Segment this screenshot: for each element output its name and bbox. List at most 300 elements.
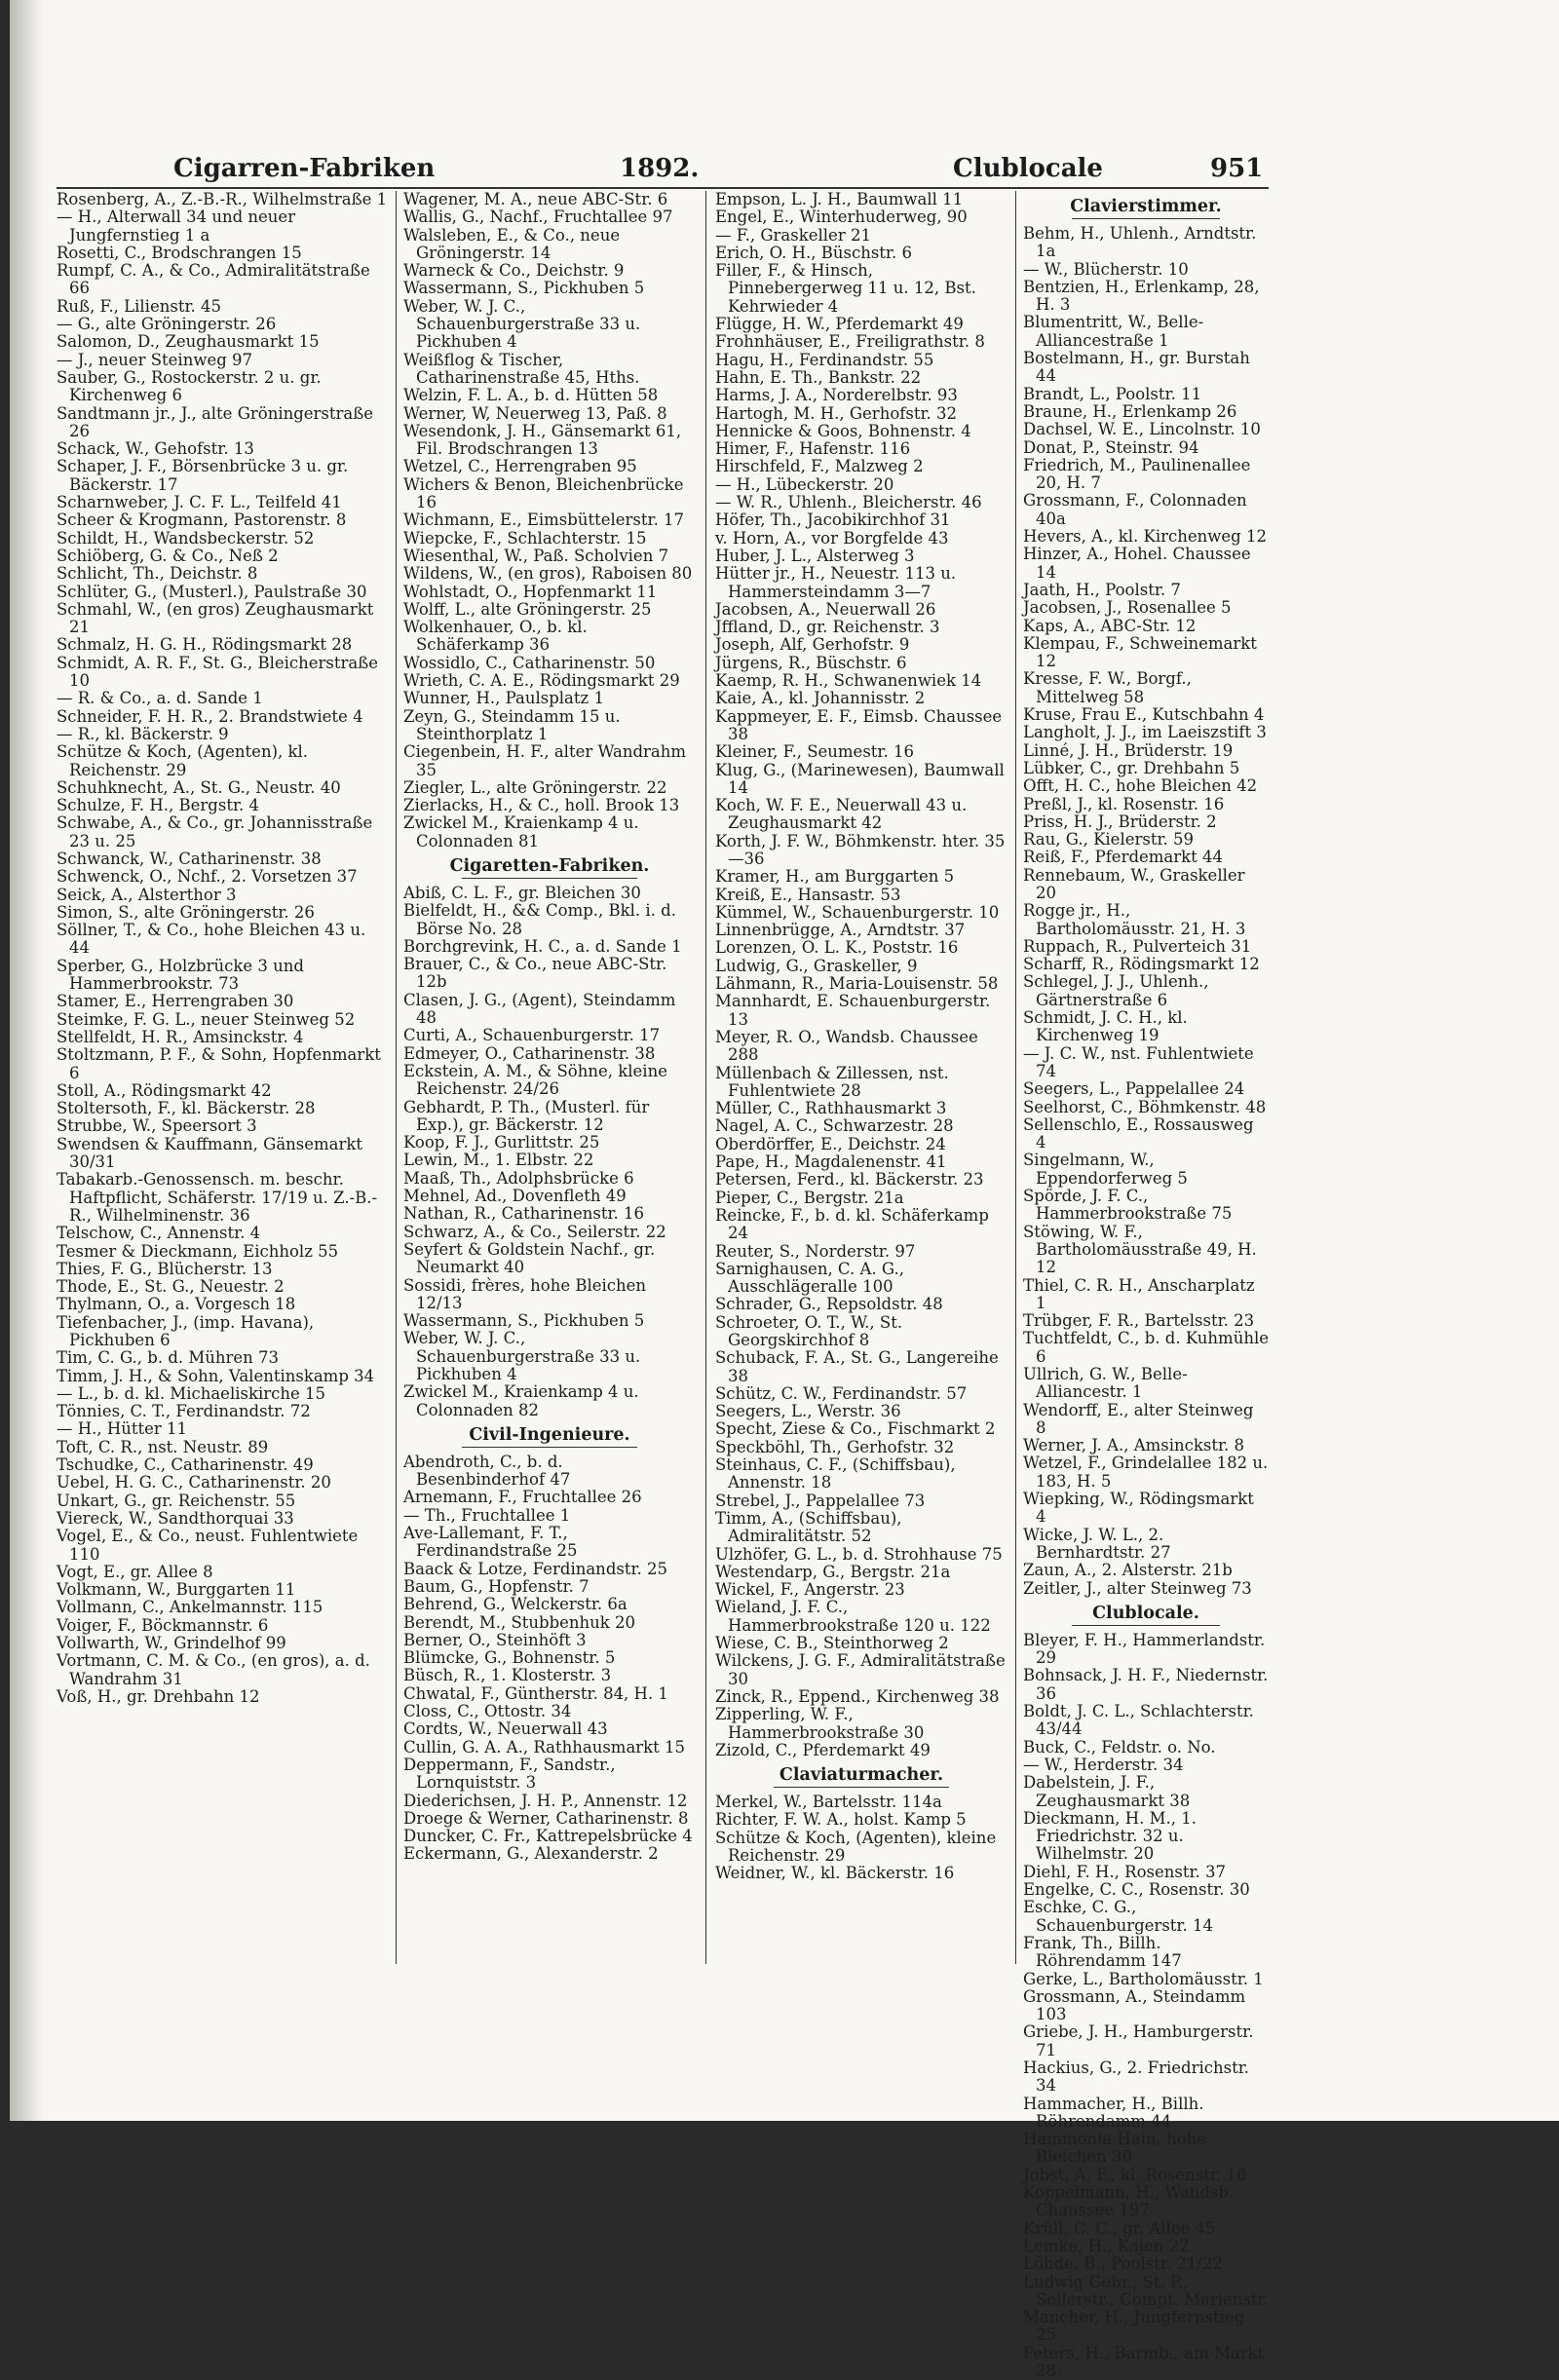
column-4 [1023,191,1269,2380]
directory-entry: Erich, O. H., Büschstr. 6 [715,243,912,262]
directory-entry: Schneider, F. H. R., 2. Brandstwiete 4 [57,706,363,726]
directory-entry: Scharnweber, J. C. F. L., Teilfeld 41 [57,493,342,512]
directory-entry: Kaps, A., ABC-Str. 12 [1023,616,1197,635]
directory-entry: Klempau, F., Schweinemarkt 12 [1023,633,1257,671]
directory-entry: Wieland, J. F. C., Hammerbrookstraße 120 u. 122 [715,1598,991,1635]
directory-entry: Offt, H. C., hohe Bleichen 42 [1023,776,1258,796]
directory-entry: Speckböhl, Th., Gerhofstr. 32 [715,1437,955,1456]
directory-entry: Löhde, B., Poolstr. 21/22 [1023,2254,1223,2274]
directory-entry: Behrend, G., Welckerstr. 6a [403,1595,627,1614]
directory-entry: Wetzel, C., Herrengraben 95 [403,457,637,476]
directory-entry: Engel, E., Winterhuderweg, 90 [715,208,968,227]
directory-entry: Stoltzmann, P. F., & Sohn, Hopfenmarkt 6 [57,1045,381,1082]
directory-entry: Ludwig Gebr., St. P., Seilerstr., Compt. Marienstr. [1023,2272,1269,2309]
column-2 [403,191,696,1983]
directory-entry: Huber, J. L., Alsterweg 3 [715,546,915,565]
directory-entry: Schmidt, A. R. F., St. G., Bleicherstraße 10 [57,653,379,691]
directory-entry: Wassermann, S., Pickhuben 5 [403,279,645,298]
directory-entry: Kramer, H., am Burggarten 5 [715,867,955,887]
directory-entry: Pieper, C., Bergstr. 21a [715,1188,904,1207]
directory-entry: Linné, J. H., Brüderstr. 19 [1023,740,1234,760]
directory-entry: Weidner, W., kl. Bäckerstr. 16 [715,1864,955,1883]
directory-entry: Abiß, C. L. F., gr. Bleichen 30 [403,883,641,902]
page-number: 951 [1210,154,1264,183]
directory-entry: Weber, W. J. C., Schauenburgerstraße 33 u. Pickhuben 4 [403,296,641,352]
directory-entry: Grossmann, F., Colonnaden 40a [1023,491,1247,528]
directory-entry: Rumpf, C. A., & Co., Admiralitätstraße 66 [57,261,370,298]
directory-entry: Büsch, R., 1. Klosterstr. 3 [403,1666,612,1685]
directory-entry: Priss, H. J., Brüderstr. 2 [1023,812,1217,831]
directory-entry: Seegers, L., Werstr. 36 [715,1402,901,1421]
directory-entry: Hartogh, M. H., Gerhofstr. 32 [715,403,958,423]
header-rule [57,187,1269,189]
directory-entry: Müller, C., Rathhausmarkt 3 [715,1099,947,1118]
directory-entry: Schrader, G., Repsoldstr. 48 [715,1295,943,1314]
directory-entry: Diehl, F. H., Rosenstr. 37 [1023,1862,1227,1881]
directory-entry: Griebe, J. H., Hamburgerstr. 71 [1023,2022,1254,2059]
directory-entry: Ave-Lallemant, F. T., Ferdinandstraße 25 [403,1524,578,1561]
directory-entry: Hammonia Hain, hohe Bleichen 30 [1023,2130,1207,2167]
directory-entry: Jobst, A. F., kl. Rosenstr. 16 [1023,2165,1247,2184]
directory-entry: — W., Herderstr. 34 [1023,1755,1184,1774]
directory-entry: Brandt, L., Poolstr. 11 [1023,384,1202,403]
directory-entry: Vogt, E., gr. Allee 8 [57,1562,213,1581]
directory-entry: Eckstein, A. M., & Söhne, kleine Reichenstr. 24/26 [403,1061,667,1099]
directory-entry: Spörde, J. F. C., Hammerbrookstraße 75 [1023,1187,1233,1224]
directory-entry: Dabelstein, J. F., Zeughausmarkt 38 [1023,1773,1191,1810]
directory-entry: Wrieth, C. A. E., Rödingsmarkt 29 [403,671,680,691]
directory-entry: Müllenbach & Zillessen, nst. Fuhlentwiete 28 [715,1063,949,1100]
directory-entry: Krüll, C. C., gr. Allee 45 [1023,2218,1216,2238]
directory-entry: Wichers & Benon, Bleichenbrücke 16 [403,474,684,512]
directory-entry: Ulzhöfer, G. L., b. d. Strohhause 75 [715,1544,1003,1564]
directory-entry: Ullrich, G. W., Belle-Alliancestr. 1 [1023,1365,1188,1402]
section-heading: Clavierstimmer. [1070,197,1222,216]
directory-entry: Bohnsack, J. H. F., Niedernstr. 36 [1023,1666,1269,1703]
directory-entry: Wolff, L., alte Gröningerstr. 25 [403,599,652,619]
directory-entry: Thiel, C. R. H., Anscharplatz 1 [1023,1275,1255,1312]
directory-entry: Braune, H., Erlenkamp 26 [1023,401,1237,421]
directory-entry: Kleiner, F., Seumestr. 16 [715,742,914,762]
directory-entry: Friedrich, M., Paulinenallee 20, H. 7 [1023,455,1251,493]
directory-entry: Linnenbrügge, A., Arndtstr. 37 [715,921,966,940]
directory-entry: Hagu, H., Ferdinandstr. 55 [715,350,934,369]
directory-entry: Rosenberg, A., Z.-B.-R., Wilhelmstraße 1 [57,190,388,208]
directory-entry: Scheer & Krogmann, Pastorenstr. 8 [57,510,347,530]
directory-entry: Schiöberg, G. & Co., Neß 2 [57,546,279,565]
directory-entry: Wunner, H., Paulsplatz 1 [403,689,604,708]
directory-entry: — H., Lübeckerstr. 20 [715,474,894,494]
directory-entry: Zwickel M., Kraienkamp 4 u. Colonnaden 82 [403,1382,639,1419]
directory-entry: Sauber, G., Rostockerstr. 2 u. gr. Kirchenweg 6 [57,367,322,405]
directory-entry: Wossidlo, C., Catharinenstr. 50 [403,653,656,672]
directory-entry: Preßl, J., kl. Rosenstr. 16 [1023,794,1225,813]
directory-entry: Harms, J. A., Norderelbstr. 93 [715,386,958,405]
directory-entry: Wildens, W., (en gros), Raboisen 80 [403,564,693,584]
directory-entry: Lübker, C., gr. Drehbahn 5 [1023,758,1240,777]
directory-entry: Ziegler, L., alte Gröningerstr. 22 [403,777,667,797]
directory-entry: Thode, E., St. G., Neuestr. 2 [57,1277,285,1297]
directory-entry: Eschke, C. G., Schauenburgerstr. 14 [1023,1898,1213,1935]
directory-entry: Zwickel M., Kraienkamp 4 u. Colonnaden 81 [403,813,639,850]
directory-entry: Wiesenthal, W., Paß. Scholvien 7 [403,546,669,565]
directory-entry: Berendt, M., Stubbenhuk 20 [403,1612,636,1632]
directory-entry: Seick, A., Alsterthor 3 [57,885,237,904]
directory-entry: Tim, C. G., b. d. Mühren 73 [57,1348,280,1368]
directory-entry: Baum, G., Hopfenstr. 7 [403,1576,589,1596]
directory-entry: Schlicht, Th., Deichstr. 8 [57,564,258,584]
directory-entry: Joseph, Alf, Gerhofstr. 9 [715,635,910,655]
directory-entry: Zaun, A., 2. Alsterstr. 21b [1023,1561,1233,1580]
directory-entry: Welzin, F. L. A., b. d. Hütten 58 [403,386,659,405]
directory-entry: — H., Alterwall 34 und neuer Jungfernstieg 1 a [57,208,296,245]
directory-entry: Koch, W. F. E., Neuerwall 43 u. Zeughausmarkt 42 [715,796,968,833]
directory-entry: Diederichsen, J. H. P., Annenstr. 12 [403,1791,688,1810]
directory-entry: Schlüter, G., (Musterl.), Paulstraße 30 [57,582,367,601]
column-3 [715,191,1008,1983]
directory-entry: Wendorff, E., alter Steinweg 8 [1023,1400,1254,1437]
directory-entry: — J., neuer Steinweg 97 [57,350,253,369]
directory-entry: v. Horn, A., vor Borgfelde 43 [715,528,949,548]
directory-entry: Vollmann, C., Ankelmannstr. 115 [57,1598,323,1617]
directory-entry: Zizold, C., Pferdemarkt 49 [715,1740,931,1759]
directory-entry: Tabakarb.-Genossensch. m. beschr. Haftpflicht, Schäferstr. 17/19 u. Z.-B.-R., Wilhelminenstr. 36 [57,1170,378,1225]
directory-entry: Jacobsen, J., Rosenallee 5 [1023,598,1232,618]
directory-entry: Mancher, H., Jungfernstieg 25 [1023,2308,1245,2345]
directory-entry: Nathan, R., Catharinenstr. 16 [403,1204,645,1224]
directory-entry: Stellfeldt, H. R., Amsinckstr. 4 [57,1027,304,1046]
directory-entry: Bostelmann, H., gr. Burstah 44 [1023,349,1250,386]
section-heading: Claviaturmacher. [779,1765,944,1786]
directory-entry: Petersen, Ferd., kl. Bäckerstr. 23 [715,1170,984,1190]
directory-entry: Jffland, D., gr. Reichenstr. 3 [715,618,940,637]
directory-entry: Grossmann, A., Steindamm 103 [1023,1986,1246,2024]
directory-entry: Rennebaum, W., Graskeller 20 [1023,865,1245,902]
directory-entry: Borchgrevink, H. C., a. d. Sande 1 [403,936,682,956]
directory-entry: Wiese, C. B., Steinthorweg 2 [715,1634,949,1653]
directory-entry: Seegers, L., Pappelallee 24 [1023,1079,1245,1099]
directory-entry: Blumentritt, W., Belle-Alliancestraße 1 [1023,313,1204,350]
directory-page [10,0,1559,2380]
directory-entry: Sossidi, frères, hohe Bleichen 12/13 [403,1275,647,1312]
directory-entry: Peters, H., Barmb., am Markt 28 [1023,2343,1265,2380]
directory-entry: — F., Graskeller 21 [715,225,871,245]
directory-entry: Rogge jr., H., Bartholomäusstr. 21, H. 3 [1023,901,1246,938]
directory-entry: Vortmann, C. M. & Co., (en gros), a. d. Wandrahm 31 [57,1651,370,1688]
directory-entry: Vollwarth, W., Grindelhof 99 [57,1634,286,1653]
directory-entry: Lewin, M., 1. Elbstr. 22 [403,1151,594,1170]
directory-entry: Thylmann, O., a. Vorgesch 18 [57,1295,296,1314]
directory-entry: Werner, J. A., Amsinckstr. 8 [1023,1436,1245,1455]
directory-entry: Westendarp, G., Bergstr. 21a [715,1562,951,1581]
directory-entry: Swendsen & Kauffmann, Gänsemarkt 30/31 [57,1134,363,1172]
directory-entry: Schaper, J. F., Börsenbrücke 3 u. gr. Bäckerstr. 17 [57,457,349,494]
directory-entry: Boldt, J. C. L., Schlachterstr. 43/44 [1023,1702,1254,1739]
directory-entry: Höfer, Th., Jacobikirchhof 31 [715,510,951,530]
directory-entry: Volkmann, W., Burggarten 11 [57,1580,296,1600]
directory-entry: Sellenschlo, E., Rossausweg 4 [1023,1114,1254,1152]
column-divider [1015,191,1016,1964]
section-rule [1072,218,1219,219]
directory-entry: Dachsel, W. E., Lincolnstr. 10 [1023,420,1261,439]
directory-entry: Tönnies, C. T., Ferdinandstr. 72 [57,1402,311,1421]
directory-entry: Rau, G., Kielerstr. 59 [1023,830,1195,850]
directory-entry: Kreiß, E., Hansastr. 53 [715,885,901,904]
directory-entry: Korth, J. F. W., Böhmkenstr. hter. 35—36 [715,831,1006,868]
directory-entry: Schmahl, W., (en gros) Zeughausmarkt 21 [57,599,374,637]
directory-entry: Ruppach, R., Pulverteich 31 [1023,936,1252,956]
column-divider [396,191,397,1964]
directory-entry: Simon, S., alte Gröningerstr. 26 [57,902,315,922]
directory-entry: Bielfeldt, H., && Comp., Bkl. i. d. Börse No. 28 [403,901,676,938]
directory-entry: Wilckens, J. G. F., Admiralitätstraße 30 [715,1651,1006,1688]
directory-entry: Schütz, C. W., Ferdinandstr. 57 [715,1383,968,1403]
directory-entry: Viereck, W., Sandthorquai 33 [57,1508,294,1528]
directory-entry: Uebel, H. G. C., Catharinenstr. 20 [57,1473,331,1492]
directory-entry: Zeitler, J., alter Steinweg 73 [1023,1578,1252,1598]
directory-entry: Lähmann, R., Maria-Louisenstr. 58 [715,974,999,994]
directory-entry: Hirschfeld, F., Malzweg 2 [715,457,924,476]
directory-entry: Reuter, S., Norderstr. 97 [715,1241,916,1261]
directory-entry: Tesmer & Dieckmann, Eichholz 55 [57,1241,339,1261]
directory-entry: Schuhknecht, A., St. G., Neustr. 40 [57,777,341,797]
directory-entry: Baack & Lotze, Ferdinandstr. 25 [403,1559,668,1578]
directory-entry: Specht, Ziese & Co., Fischmarkt 2 [715,1419,996,1439]
directory-entry: Thies, F. G., Blücherstr. 13 [57,1259,273,1278]
directory-entry: Jaath, H., Poolstr. 7 [1023,580,1181,599]
directory-entry: Wolkenhauer, O., b. kl. Schäferkamp 36 [403,618,588,655]
directory-entry: Gebhardt, P. Th., (Musterl. für Exp.), gr. Bäckerstr. 12 [403,1097,650,1134]
directory-entry: Buck, C., Feldstr. o. No. [1023,1737,1216,1757]
directory-entry: Eckermann, G., Alexanderstr. 2 [403,1844,659,1864]
directory-entry: Lorenzen, O. L. K., Poststr. 16 [715,938,959,958]
directory-entry: Rosetti, C., Brodschrangen 15 [57,243,302,262]
directory-entry: Tuchtfeldt, C., b. d. Kuhmühle 6 [1023,1329,1269,1366]
directory-entry: Wiepcke, F., Schlachterstr. 15 [403,528,647,548]
directory-entry: Steimke, F. G. L., neuer Steinweg 52 [57,1009,356,1029]
directory-entry: Reincke, F., b. d. kl. Schäferkamp 24 [715,1205,989,1243]
directory-entry: Schütze & Koch, (Agenten), kleine Reichenstr. 29 [715,1828,997,1866]
directory-entry: Singelmann, W., Eppendorferweg 5 [1023,1151,1188,1188]
directory-entry: Hevers, A., kl. Kirchenweg 12 [1023,527,1267,547]
directory-entry: Wiepking, W., Rödingsmarkt 4 [1023,1490,1254,1527]
directory-entry: Hennicke & Goos, Bohnenstr. 4 [715,421,971,440]
directory-entry: — H., Hütter 11 [57,1419,188,1439]
directory-entry: Maaß, Th., Adolphsbrücke 6 [403,1168,634,1188]
directory-entry: Meyer, R. O., Wandsb. Chaussee 288 [715,1027,978,1065]
directory-entry: Stöwing, W. F., Bartholomäusstraße 49, H. 12 [1023,1222,1257,1277]
directory-entry: Tiefenbacher, J., (imp. Havana), Pickhuben 6 [57,1312,315,1349]
directory-entry: Blümcke, G., Bohnenstr. 5 [403,1648,616,1668]
directory-entry: Flügge, H. W., Pferdemarkt 49 [715,315,964,334]
directory-entry: Ludwig, G., Graskeller, 9 [715,956,918,975]
directory-entry: Frohnhäuser, E., Freiligrathstr. 8 [715,332,985,352]
section-heading: Clublocale. [1092,1603,1199,1623]
directory-entry: Closs, C., Ottostr. 34 [403,1702,572,1721]
directory-entry: Kappmeyer, E. F., Eimsb. Chaussee 38 [715,706,1003,743]
directory-entry: Trübger, F. R., Bartelsstr. 23 [1023,1311,1255,1331]
directory-entry: Söllner, T., & Co., hohe Bleichen 43 u. 44 [57,921,366,958]
directory-entry: Jürgens, R., Büschstr. 6 [715,653,907,672]
directory-entry: Brauer, C., & Co., neue ABC-Str. 12b [403,955,667,992]
directory-entry: Behm, H., Uhlenh., Arndtstr. 1a [1023,224,1257,261]
directory-entry: Zinck, R., Eppend., Kirchenweg 38 [715,1686,1000,1706]
directory-entry: Wickel, F., Angerstr. 23 [715,1580,905,1600]
directory-entry: Wallis, G., Nachf., Fruchtallee 97 [403,208,673,227]
directory-entry: Curti, A., Schauenburgerstr. 17 [403,1026,661,1045]
directory-entry: Berner, O., Steinhöft 3 [403,1630,587,1649]
directory-entry: Wetzel, F., Grindelallee 182 u. 183, H. 5 [1023,1454,1269,1491]
directory-entry: Seyfert & Goldstein Nachf., gr. Neumarkt 40 [403,1239,656,1277]
directory-entry: Clasen, J. G., (Agent), Steindamm 48 [403,990,676,1028]
directory-entry: Kaemp, R. H., Schwanenwiek 14 [715,671,982,691]
directory-entry: Schwanck, W., Catharinenstr. 38 [57,849,322,868]
directory-entry: — W. R., Uhlenh., Bleicherstr. 46 [715,493,982,512]
directory-entry: Salomon, D., Zeughausmarkt 15 [57,332,320,352]
directory-entry: Deppermann, F., Sandstr., Lornquiststr. 3 [403,1755,616,1793]
directory-entry: Strubbe, W., Speersort 3 [57,1116,257,1136]
directory-entry: Hackius, G., 2. Friedrichstr. 34 [1023,2058,1250,2096]
directory-entry: Hahn, E. Th., Bankstr. 22 [715,367,922,387]
directory-entry: Schwabe, A., & Co., gr. Johannisstraße 23 u. 25 [57,813,373,850]
directory-entry: Sandtmann jr., J., alte Gröningerstraße 26 [57,403,374,440]
directory-entry: Toft, C. R., nst. Neustr. 89 [57,1437,269,1456]
directory-entry: Sarnighausen, C. A. G., Ausschlägeralle 100 [715,1259,904,1297]
directory-entry: Koop, F. J., Gurlittstr. 25 [403,1133,600,1152]
directory-entry: Cordts, W., Neuerwall 43 [403,1719,608,1739]
directory-entry: Schlegel, J. J., Uhlenh., Gärtnerstraße 6 [1023,972,1209,1009]
directory-entry: Schulze, F. H., Bergstr. 4 [57,796,260,815]
directory-entry: — R. & Co., a. d. Sande 1 [57,689,263,708]
directory-entry: Merkel, W., Bartelsstr. 114a [715,1793,942,1812]
directory-entry: Kaie, A., kl. Johannisstr. 2 [715,689,926,708]
directory-entry: Richter, F. W. A., holst. Kamp 5 [715,1810,967,1830]
directory-entry: Donat, P., Steinstr. 94 [1023,437,1199,457]
directory-entry: Hütter jr., H., Neuestr. 113 u. Hammersteindamm 3—7 [715,564,957,601]
directory-entry: Klug, G., (Marinewesen), Baumwall 14 [715,760,1005,797]
directory-entry: — W., Blücherstr. 10 [1023,259,1189,279]
directory-entry: Zierlacks, H., & C., holl. Brook 13 [403,796,680,815]
directory-entry: Kresse, F. W., Borgf., Mittelweg 58 [1023,669,1192,706]
directory-entry: Weber, W. J. C., Schauenburgerstraße 33 u. Pickhuben 4 [403,1329,641,1383]
directory-entry: Hinzer, A., Hohel. Chaussee 14 [1023,545,1251,582]
header-left-title: Cigarren-Fabriken [173,154,436,183]
directory-entry: Mehnel, Ad., Dovenfleth 49 [403,1187,627,1206]
directory-entry: — Th., Fruchtallee 1 [403,1505,571,1525]
directory-entry: Arnemann, F., Fruchtallee 26 [403,1488,642,1507]
directory-entry: — J. C. W., nst. Fuhlentwiete 74 [1023,1043,1254,1080]
directory-entry: Bentzien, H., Erlenkamp, 28, H. 3 [1023,277,1260,315]
directory-entry: Nagel, A. C., Schwarzestr. 28 [715,1116,954,1136]
directory-entry: Engelke, C. C., Rosenstr. 30 [1023,1880,1250,1900]
directory-entry: Wichmann, E., Eimsbüttelerstr. 17 [403,510,685,530]
directory-entry: Wassermann, S., Pickhuben 5 [403,1311,645,1331]
section-rule [774,1787,949,1788]
directory-entry: Filler, F., & Hinsch, Pinnebergerweg 11 u. 12, Bst. Kehrwieder 4 [715,261,976,316]
directory-entry: Wesendonk, J. H., Gänsemarkt 61, Fil. Brodschrangen 13 [403,421,682,459]
directory-entry: Schildt, H., Wandsbeckerstr. 52 [57,528,315,548]
directory-entry: Kruse, Frau E., Kutschbahn 4 [1023,705,1265,725]
directory-entry: Schuback, F. A., St. G., Langereihe 38 [715,1348,999,1385]
directory-entry: Zipperling, W. F., Hammerbrookstraße 30 [715,1705,925,1742]
directory-entry: Gerke, L., Bartholomäusstr. 1 [1023,1969,1264,1988]
directory-entry: Stoll, A., Rödingsmarkt 42 [57,1080,272,1100]
directory-entry: Scharff, R., Rödingsmarkt 12 [1023,955,1260,974]
directory-entry: Reiß, F., Pferdemarkt 44 [1023,848,1224,867]
directory-entry: Pape, H., Magdalenenstr. 41 [715,1152,947,1172]
directory-entry: Werner, W, Neuerweg 13, Paß. 8 [403,403,667,423]
book-gutter-shadow [10,0,45,2121]
directory-entry: Oberdörffer, E., Deichstr. 24 [715,1134,946,1153]
directory-entry: Voiger, F., Böckmannstr. 6 [57,1615,269,1635]
directory-entry: Duncker, C. Fr., Kattrepelsbrücke 4 [403,1827,693,1846]
directory-entry: Schwenck, O., Nchf., 2. Vorsetzen 37 [57,867,358,887]
directory-entry: Koppelmann, H., Wandsb. Chaussee 197 [1023,2183,1235,2220]
directory-entry: Schmalz, H. G. H., Rödingsmarkt 28 [57,635,353,655]
directory-entry: Abendroth, C., b. d. Besenbinderhof 47 [403,1452,571,1490]
section-heading: Cigaretten-Fabriken. [449,855,650,876]
directory-entry: Empson, L. J. H., Baumwall 11 [715,190,964,208]
directory-entry: Droege & Werner, Catharinenstr. 8 [403,1808,689,1828]
directory-entry: Zeyn, G., Steindamm 15 u. Steinthorplatz 1 [403,706,621,743]
directory-entry: Vogel, E., & Co., neust. Fuhlentwiete 110 [57,1527,359,1564]
directory-entry: Langholt, J. J., im Laeiszstift 3 [1023,723,1267,742]
directory-entry: Voß, H., gr. Drehbahn 12 [57,1686,260,1706]
directory-entry: Schmidt, J. C. H., kl. Kirchenweg 19 [1023,1008,1188,1045]
directory-entry: Ciegenbein, H. F., alter Wandrahm 35 [403,742,687,779]
directory-entry: Timm, A., (Schiffsbau), Admiralitätstr. 52 [715,1508,902,1546]
directory-entry: Schwarz, A., & Co., Seilerstr. 22 [403,1222,666,1241]
directory-entry: — R., kl. Bäckerstr. 9 [57,724,229,743]
directory-entry: Bleyer, F. H., Hammerlandstr. 29 [1023,1630,1266,1668]
column-1 [57,191,388,1983]
directory-entry: Seelhorst, C., Böhmkenstr. 48 [1023,1097,1267,1116]
directory-entry: Wohlstadt, O., Hopfenmarkt 11 [403,582,658,601]
directory-entry: Stoltersoth, F., kl. Bäckerstr. 28 [57,1099,316,1118]
directory-entry: Frank, Th., Billh. Röhrendamm 147 [1023,1933,1182,1971]
directory-entry: Steinhaus, C. F., (Schiffsbau), Annenstr. 18 [715,1455,956,1492]
directory-entry: — G., alte Gröningerstr. 26 [57,315,277,334]
directory-entry: Hammacher, H., Billh. Röhrendamm 44 [1023,2094,1204,2131]
directory-entry: Walsleben, E., & Co., neue Gröningerstr. 14 [403,225,621,262]
directory-entry: Telschow, C., Annenstr. 4 [57,1224,261,1243]
directory-entry: Timm, J. H., & Sohn, Valentinskamp 34 [57,1366,375,1385]
directory-entry: Jacobsen, A., Neuerwall 26 [715,599,936,619]
directory-entry: Warneck & Co., Deichstr. 9 [403,261,625,281]
section-rule [1072,1625,1219,1626]
directory-entry: Cullin, G. A. A., Rathhausmarkt 15 [403,1737,686,1757]
directory-entry: Dieckmann, H. M., 1. Friedrichstr. 32 u. Wilhelmstr. 20 [1023,1808,1197,1864]
directory-entry: Schroeter, O. T., W., St. Georgskirchhof 8 [715,1312,903,1349]
section-rule [462,1447,637,1448]
section-rule [462,878,637,879]
directory-entry: Weißflog & Tischer, Catharinenstraße 45, Hths. [403,350,640,387]
directory-entry: Mannhardt, E. Schauenburgerstr. 13 [715,992,991,1029]
directory-entry: Lemke, H., Kajen 22 [1023,2236,1190,2255]
directory-entry: Wicke, J. W. L., 2. Bernhardtstr. 27 [1023,1525,1171,1562]
directory-entry: Chwatal, F., Güntherstr. 84, H. 1 [403,1683,668,1703]
directory-entry: Schack, W., Gehofstr. 13 [57,439,254,459]
directory-entry: Tschudke, C., Catharinenstr. 49 [57,1455,314,1475]
section-heading: Civil-Ingenieure. [469,1424,630,1445]
directory-entry: Ruß, F., Lilienstr. 45 [57,296,222,316]
header-right-title: Clublocale [953,154,1103,183]
column-divider [705,191,706,1964]
directory-entry: Kümmel, W., Schauenburgerstr. 10 [715,902,1000,922]
directory-entry: Sperber, G., Holzbrücke 3 und Hammerbrookstr. 73 [57,956,304,994]
directory-entry: Stamer, E., Herrengraben 30 [57,992,294,1011]
directory-entry: Himer, F., Hafenstr. 116 [715,439,911,459]
